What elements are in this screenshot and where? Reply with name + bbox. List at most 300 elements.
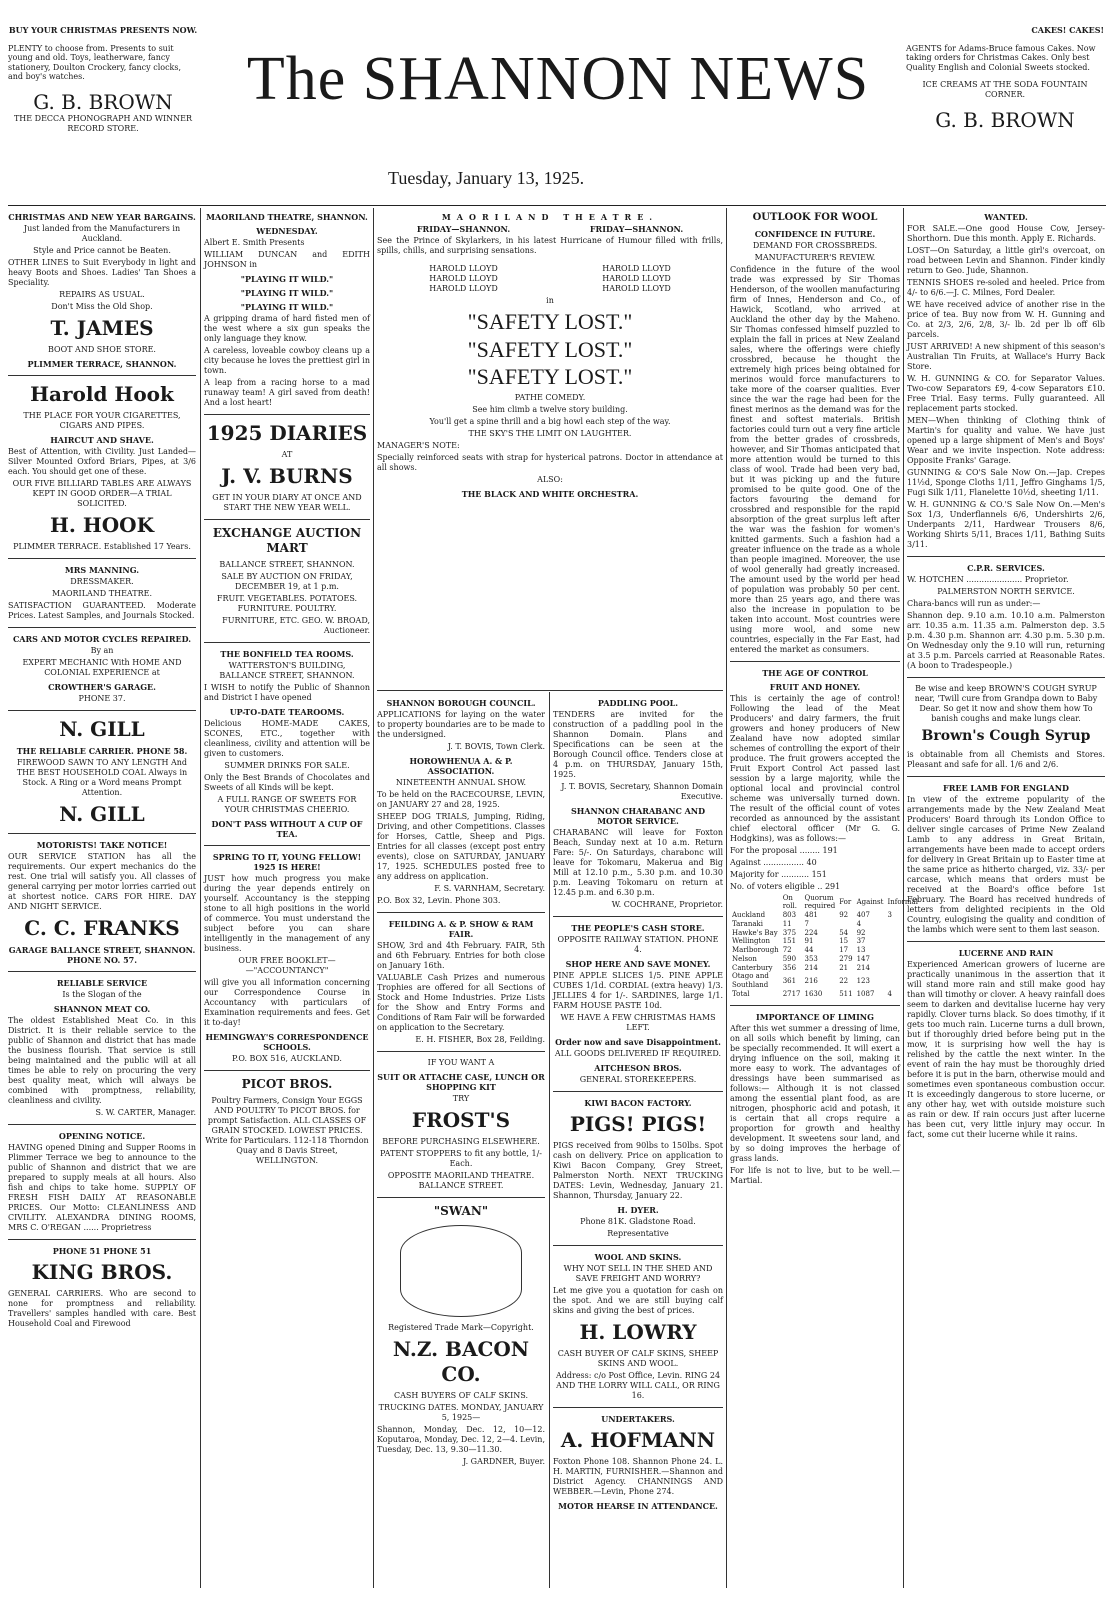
ad-text: J. GARDNER, Buyer.	[463, 1457, 545, 1466]
ad-text: F. S. VARNHAM, Secretary.	[434, 884, 545, 893]
ad-heading: MAORILAND THEATRE, SHANNON.	[206, 212, 368, 222]
ad-text: OPPOSITE RAILWAY STATION. PHONE 4.	[557, 935, 719, 954]
table-cell: Hawke's Bay	[732, 928, 778, 937]
ad-heading: THE BLACK AND WHITE ORCHESTRA.	[461, 488, 639, 499]
ad-heading: WEDNESDAY.	[256, 226, 318, 236]
ear-left-name: G. B. BROWN	[33, 89, 173, 114]
ad-text: TRUCKING DATES. MONDAY, JANUARY 5, 1925—	[378, 1403, 544, 1422]
divider	[907, 556, 1105, 557]
divider	[204, 519, 370, 520]
ad-text: BOOT AND SHOE STORE.	[48, 345, 156, 354]
divider	[204, 1070, 370, 1071]
ear-right-text: AGENTS for Adams-Bruce famous Cakes. Now taking orders for Christmas Cakes. Only best Quality English and Colonial Sweets stocked.	[906, 43, 1096, 72]
article-headline: OUTLOOK FOR WOOL	[752, 212, 878, 223]
ad-heading: SUIT OR ATTACHE CASE, LUNCH OR SHOPPING KIT	[377, 1072, 545, 1092]
table-row	[730, 929, 920, 938]
ad-text: is obtainable from all Chemists and Stores. Pleasant and safe for all. 1/6 and 2/6.	[907, 749, 1105, 769]
ad-name: C. C. FRANKS	[24, 916, 180, 940]
ad-text: WATTERSTON'S BUILDING, BALLANCE STREET, SHANNON.	[219, 661, 355, 680]
ad-text: HAVING opened Dining and Supper Rooms in Plimmer Terrace we beg to announce to the public of Shannon and district that we are prepared to supply meals at all hours. Also fish and chips to take home. SUPPLY OF FRESH FISH DAILY AT REASONABLE PRICES. Our Motto: CLEANLINESS AND CIVILITY. ALEXANDRA DINING ROOMS, MRS C. O'REGAN ...... Proprietress	[8, 1143, 196, 1232]
column-4	[730, 208, 918, 1586]
table-cell: 21	[839, 963, 849, 972]
ad-text: Shannon dep. 9.10 a.m. 10.10 a.m. Palmerston arr. 10.35 a.m. 11.35 a.m. Palmerston dep. 3.5 p.m. 4.30 p.m. Shannon arr. 4.30 p.m. 5.30 p.m. On Wednesday only the 9.10 will run, returning at 3.5 p.m. Parcels carried at Reasonable Rates. (A boon to Tradespeople.)	[907, 611, 1105, 670]
table-cell: 92	[856, 928, 866, 937]
ad-text: WE HAVE A FEW CHRISTMAS HAMS LEFT.	[560, 1013, 716, 1032]
article-subhead: DEMAND FOR CROSSBREDS.	[752, 240, 878, 250]
ad-text: PIGS received from 90lbs to 150lbs. Spot cash on delivery. Price on application to Kiwi Bacon Company, Grey Street, Palmerston North. NEXT TRUCKING DATES: Levin, Wednesday, January 21. Shannon, Thursday, January 22.	[553, 1141, 723, 1200]
ad-text: Foxton Phone 108. Shannon Phone 24. L. H. MARTIN, FURNISHER.—Shannon and District Agency. CHANNINGS AND WEBBER.—Levin, Phone 274.	[553, 1457, 723, 1496]
ad-heading: H. DYER.	[617, 1205, 659, 1215]
ad-text: The oldest Established Meat Co. in this District. It is their reliable service to the public of Shannon and district that has made the business flourish. That service is still being maintained and the public will at all times be able to rely on procuring the very best quality meat, which will always be combined with promptness, reliability, cleanliness and civility.	[8, 1016, 196, 1105]
ad-text: See him climb a twelve story building.	[472, 404, 628, 414]
table-row	[730, 972, 920, 990]
ad-text: NINETEENTH ANNUAL SHOW.	[395, 778, 527, 787]
table-row	[730, 911, 920, 920]
divider	[377, 912, 545, 913]
ear-right-heading: CAKES! CAKES!	[1031, 25, 1104, 35]
table-cell: 1087	[856, 989, 875, 998]
ad-heading: UNDERTAKERS.	[601, 1414, 675, 1424]
divider	[553, 916, 723, 917]
ad-text: FRUIT. VEGETABLES. POTATOES. FURNITURE. POULTRY.	[216, 594, 358, 613]
ad-heading: HAIRCUT AND SHAVE.	[50, 435, 154, 445]
ad-text: MANAGER'S NOTE:	[377, 440, 460, 450]
ad-heading: CROWTHER'S GARAGE.	[48, 682, 156, 692]
ear-right-name: G. B. BROWN	[935, 107, 1075, 132]
ear-left-sub: THE DECCA PHONOGRAPH AND WINNER RECORD STORE.	[13, 113, 193, 133]
article-headline: FREE LAMB FOR ENGLAND	[943, 782, 1069, 793]
article-body: For the proposal ........ 191	[730, 845, 838, 855]
ad-heading: OPENING NOTICE.	[58, 1131, 146, 1141]
ad-text: A careless, loveable cowboy cleans up a city because he loves the prettiest girl in town.	[204, 346, 370, 375]
ad-heading: FRIDAY—SHANNON.	[416, 224, 511, 234]
ad-name: N.Z. BACON CO.	[392, 1337, 530, 1386]
table-row	[730, 937, 920, 946]
ad-text: P.O. Box 32, Levin. Phone 303.	[377, 896, 501, 905]
ad-text: Albert E. Smith Presents	[204, 238, 305, 247]
ad-text: OUR FREE BOOKLET— —"ACCOUNTANCY"	[238, 956, 336, 975]
divider	[730, 661, 900, 662]
ad-text: Address: c/o Post Office, Levin. RING 24 AND THE LORRY WILL CALL, OR RING 16.	[555, 1371, 721, 1400]
article-body: Confidence in the future of the wool trade was expressed by Sir Thomas Henderson, of the woollen manufacturing firm of Innes, Henderson and Co., of Hawick, Scotland, who arrived at Auckland the other day by the Maheno. Sir Thomas confessed himself puzzled to explain the fall in prices at New Zealand sales, where the offerings were chiefly crossbred, because he thought the extremely high prices being obtained for merinos would force manufacturers to take more of the coarser qualities. Ever since the war the rage had been for the finest merinos as the demand was for the finest and softest materials. British factories could turn out a very fine article from the better grades of crossbreds, however, and Sir Thomas anticipated that more attention would be turned to this class of wool. Trade had been very bad, but it was picking up and the future promised to be quite good. One of the factors favouring the demand for crossbred and responsible for the rapid absorption of the great surplus left after the war was the fashion for women's knitted garments. Such a fashion had a greater influence on the trade as a whole than people imagined. Moreover, the use of wool generally had greatly increased. The amount used by the world per head of population was probably 50 per cent. more than 25 years ago, and there was also the increase in population to be taken into account. Most countries were using more wool, and some new countries, especially in the Far East, had entered the market as consumers.	[730, 264, 900, 654]
ad-text: Poultry Farmers, Consign Your EGGS AND POULTRY To PICOT BROS. for prompt Satisfaction. ALL CLASSES OF GRAIN STOCKED. LOWEST PRICES. Write for Particulars. 112-118 Thorndon Quay and 8 Davis Street, WELLINGTON.	[205, 1096, 369, 1165]
table-cell: 356	[782, 963, 797, 972]
divider	[8, 558, 196, 559]
classified-ad: GUNNING & CO'S Sale Now On.—Jap. Crepes 11½d, Sponge Cloths 1/11, Jeffro Ginghams 1/5, Fugi Silk 1/11, Flanelette 10½d, sheeting 1/11.	[907, 468, 1105, 497]
column-2	[204, 208, 370, 1586]
divider	[8, 375, 196, 376]
ad-name: EXCHANGE AUCTION MART	[212, 526, 362, 555]
ad-text: TRY	[452, 1094, 470, 1103]
ad-text: Delicious HOME-MADE CAKES, SCONES, ETC., together with cleanliness, civility and attention will be given to customers.	[204, 719, 370, 758]
table-cell: 2717	[782, 989, 801, 998]
ad-text: By an	[90, 646, 114, 655]
divider	[8, 971, 196, 972]
ad-heading: MAORILAND THEATRE.	[441, 212, 659, 222]
article-body: Experienced American growers of lucerne are practically unanimous in the assertion that it will stand more rain and still make good hay than will timothy or clover. A heavy rainfall does seem to darken and devitalise lucerne hay very rapidly. Clover turns black. So does timothy, if it gets too much rain. Lucerne turns a dull brown, but if thoroughly dried before being put in the mow, it is surprising how well the hay is relished by the cattle the next winter. In the event of rain the hay must be thoroughly dried before it is put in the barn, otherwise mould and sometimes even spontaneous combustion occur. It is exceedingly dangerous to store lucerne, or any other hay, wet with outside moisture such as rain or dew. If rain occurs just after lucerne has been cut, very little injury may occur. In fact, some cut their lucerne while it rains.	[907, 959, 1105, 1139]
ad-heading: KIWI BACON FACTORY.	[584, 1098, 692, 1108]
ad-heading: SHANNON MEAT CO.	[53, 1004, 151, 1014]
divider	[204, 414, 370, 415]
ad-text: TENDERS are invited for the construction of a paddling pool in the Shannon Domain. Plans and Specifications can be seen at the Borough Council office. Tenders close at 4 p.m. on THURSDAY, January 15th, 1925.	[553, 710, 723, 779]
ad-text: Specially reinforced seats with strap for hysterical patrons. Doctor in attendance at all shows.	[377, 452, 723, 472]
ad-text: GENERAL CARRIERS. Who are second to none for promptness and reliability. Travellers' samples handled with care. Best Household Coal and Firewood	[8, 1289, 196, 1328]
article-headline: IMPORTANCE OF LIMING	[756, 1011, 874, 1022]
table-cell: 407	[856, 911, 870, 919]
table-header-cell: Against	[856, 897, 884, 906]
ad-text: SUMMER DRINKS FOR SALE.	[224, 761, 350, 770]
ad-name: T. JAMES	[50, 316, 154, 340]
ad-text: A gripping drama of hard fisted men of the west where a six gun speaks the only language they know.	[204, 314, 370, 343]
ad-heading: THE BONFIELD TEA ROOMS.	[220, 649, 354, 659]
table-cell	[837, 920, 854, 929]
ad-text: To be held on the RACECOURSE, LEVIN, on JANUARY 27 and 28, 1925.	[377, 790, 545, 809]
column-3b	[553, 694, 723, 1586]
ad-heading: HEMINGWAY'S CORRESPONDENCE SCHOOLS.	[205, 1032, 369, 1052]
table-header-cell: Quorum required	[804, 893, 836, 911]
ad-name: "SAFETY LOST."	[467, 364, 633, 389]
ad-text: Shannon, Monday, Dec. 12, 10—12. Koputaroa, Monday, Dec. 12, 2—4. Levin, Tuesday, Dec. 13, 9.30—11.30.	[377, 1425, 545, 1454]
ad-text: W. COCHRANE, Proprietor.	[611, 900, 723, 909]
table-cell: 151	[782, 937, 797, 946]
table-cell: 279	[839, 954, 853, 963]
ad-heading: MOTOR HEARSE IN ATTENDANCE.	[558, 1501, 718, 1511]
ad-text: E. H. FISHER, Box 28, Feilding.	[415, 1035, 545, 1044]
ad-heading: FEILDING A. & P. SHOW & RAM FAIR.	[388, 919, 534, 939]
ad-heading: Order now and save Disappointment.	[555, 1037, 721, 1047]
ad-name: "SAFETY LOST."	[467, 309, 633, 334]
ad-text: W. HOTCHEN ...................... Proprietor.	[907, 575, 1069, 584]
divider	[204, 845, 370, 846]
classified-ad: MEN—When thinking of Clothing think of Martin's for quality and value. We have just opened up a large shipment of Men's and Boys' Wear and we invite inspection. Note address: Opposite Franks' Garage.	[907, 416, 1105, 465]
table-cell: 54	[839, 928, 849, 937]
divider	[8, 627, 196, 628]
ad-heading: MOTORISTS! TAKE NOTICE!	[36, 840, 168, 850]
column-3-theatre	[377, 208, 723, 688]
table-cell: 37	[856, 937, 866, 946]
table-header-cell: Informal	[887, 897, 918, 906]
table-cell: Wellington	[732, 937, 771, 946]
ad-name: Brown's Cough Syrup	[921, 728, 1091, 744]
table-cell: Canterbury	[732, 963, 773, 972]
ad-name: N. GILL	[59, 802, 145, 826]
divider	[553, 1091, 723, 1092]
ad-text: HAROLD LLOYD	[429, 264, 498, 273]
ad-text: Registered Trade Mark—Copyright.	[388, 1323, 534, 1332]
ad-text: P.O. BOX 516, AUCKLAND.	[232, 1054, 342, 1063]
table-header-cell	[730, 894, 781, 912]
ad-text: PATENT STOPPERS to fit any bottle, 1/- Each.	[380, 1149, 542, 1168]
ear-left-text: PLENTY to choose from. Presents to suit young and old. Toys, leatherware, fancy stationery, Doulton Crockery, fancy clocks, and boy's watches.	[8, 43, 182, 82]
ad-text: GENERAL STOREKEEPERS.	[579, 1075, 697, 1084]
article-body: Majority for ........... 151	[730, 869, 827, 879]
ad-text: BALLANCE STREET, SHANNON.	[219, 560, 355, 569]
table-cell: 375	[782, 928, 797, 937]
ad-text: ALL GOODS DELIVERED IF REQUIRED.	[554, 1049, 722, 1058]
table-cell: Total	[732, 989, 750, 998]
ad-text: HAROLD LLOYD	[602, 264, 671, 273]
ad-text: SALE BY AUCTION ON FRIDAY, DECEMBER 19, at 1 p.m.	[221, 572, 353, 591]
ad-text: GET IN YOUR DIARY AT ONCE AND START THE NEW YEAR WELL.	[212, 493, 362, 512]
ad-text: CHARABANC will leave for Foxton Beach, Sunday next at 10 a.m. Return Fare: 5/-. On Saturdays, charabonc will leave for Tokomaru, Makerua and Big Mill at 12.10 p.m., 5.30 p.m. and 10.30 p.m. Leaving Tokomaru on return at 12.45 p.m. and 6.30 p.m.	[553, 828, 723, 897]
ad-heading: UP-TO-DATE TEAROOMS.	[229, 707, 345, 717]
table-cell: 22	[839, 976, 849, 985]
ad-text: CASH BUYER OF CALF SKINS, SHEEP SKINS AND WOOL.	[557, 1349, 719, 1368]
ad-text: VALUABLE Cash Prizes and numerous Trophies are offered for all Sections of Stock and Home Industries. Prize Lists for the Show and Entry Forms and Conditions of Ram Fair will be forwarded on application to the Secretary.	[377, 973, 545, 1032]
ad-heading: CARS AND MOTOR CYCLES REPAIRED.	[12, 634, 192, 644]
ad-text: REPAIRS AS USUAL.	[59, 290, 145, 299]
ad-heading: SPRING TO IT, YOUNG FELLOW! 1925 IS HERE!	[212, 852, 362, 872]
ad-name: J. V. BURNS	[221, 464, 353, 488]
table-cell: 13	[856, 946, 866, 954]
table-cell: 353	[804, 954, 818, 963]
classified-ad: JUST ARRIVED! A new shipment of this season's Australian Tin Fruits, at Wallace's Hurry Back Store.	[907, 342, 1105, 371]
ad-text: PINE APPLE SLICES 1/5. PINE APPLE CUBES 1/1d. CORDIAL (extra heavy) 1/3. JELLIES 4 for 1/-. SARDINES, large 1/1. FARM HOUSE PASTE 10d.	[553, 971, 723, 1010]
ad-heading: PLIMMER TERRACE, SHANNON.	[27, 359, 177, 369]
column-rule	[549, 692, 550, 1588]
ad-name: FROST'S	[411, 1108, 511, 1132]
ad-text: WHY NOT SELL IN THE SHED AND SAVE FREIGHT AND WORRY?	[563, 1264, 713, 1283]
ad-name: Harold Hook	[30, 382, 174, 406]
table-cell: 11	[782, 919, 792, 928]
ad-text: APPLICATIONS for laying on the water to property boundaries are to be made to the undersigned.	[377, 710, 545, 739]
table-header-cell: For	[839, 897, 852, 906]
ad-text: ALSO:	[537, 474, 563, 484]
article-body: For life is not to live, but to be well.—Martial.	[730, 1165, 900, 1185]
table-cell: 147	[856, 954, 870, 963]
table-row	[730, 946, 920, 955]
ad-heading: RELIABLE SERVICE	[56, 978, 148, 988]
ad-text: Chara-bancs will run as under:—	[907, 599, 1041, 608]
ad-text: Representative	[607, 1229, 669, 1238]
ad-text: OUR SERVICE STATION has all the requirements. Our expert mechanics do the rest. One trial will satisfy you. All classes of general carrying per motor lorries carried out at shortest notice. CARS FOR HIRE. DAY AND NIGHT SERVICE.	[8, 852, 196, 911]
article-headline: THE AGE OF CONTROL	[762, 667, 868, 678]
table-cell: 590	[782, 954, 797, 963]
divider	[730, 1005, 900, 1006]
ad-text: S. W. CARTER, Manager.	[95, 1108, 196, 1117]
article-body: After this wet summer a dressing of lime, on all soils which benefit by liming, can be specially recommended. It will exert a drying influence on the soil, making it more easy to work. The advantages of dressings have been summarised as follows:— Although it is not classed among the essential plant food, as are nitrogen, phosphoric acid and potash, it is certain that all crops require a proportion for growth and healthy development. It sweetens sour land, and by so doing improves the herbage of grass lands.	[730, 1023, 900, 1163]
ad-heading: HOROWHENUA A. & P. ASSOCIATION.	[409, 756, 513, 776]
ad-text: IF YOU WANT A	[427, 1058, 495, 1067]
table-cell: Otago and Southland	[732, 972, 769, 989]
article-body: No. of voters eligible .. 291	[730, 881, 841, 891]
ear-left-heading: BUY YOUR CHRISTMAS PRESENTS NOW.	[8, 25, 198, 35]
table-row	[730, 920, 920, 929]
table-cell: 4	[887, 989, 892, 998]
ad-text: FURNITURE, ETC. GEO. W. BROAD, Auctioneer.	[222, 616, 370, 635]
ad-heading: THE PEOPLE'S CASH STORE.	[571, 923, 705, 933]
article-headline: LUCERNE AND RAIN	[958, 947, 1054, 958]
table-cell: 44	[804, 946, 814, 954]
table-cell: 91	[804, 937, 814, 946]
divider	[553, 1245, 723, 1246]
ad-text: You'll get a spine thrill and a big howl each step of the way.	[429, 416, 671, 426]
ad-text: HAROLD LLOYD	[429, 274, 498, 283]
ad-heading: "PLAYING IT WILD."	[240, 302, 334, 312]
ad-text: SHOW, 3rd and 4th February. FAIR, 5th and 6th February. Entries for both close on January 16th.	[377, 941, 545, 970]
ad-heading: "PLAYING IT WILD."	[240, 274, 334, 284]
ad-name: A. HOFMANN	[560, 1428, 716, 1452]
ad-text: PATHE COMEDY.	[514, 392, 586, 402]
classified-ad: WE have received advice of another rise in the price of tea. Buy now from W. H. Gunning and Co. at 2/3, 2/6, 2/8, 3/- lb. 2d per lb off 6lb parcels.	[907, 300, 1105, 339]
table-header-cell: On roll.	[782, 893, 797, 911]
ad-text: will give you all information concerning our Correspondence Course in Accountancy with particulars of Examination requirements and fees. Get it to-day!	[204, 978, 370, 1027]
ad-text: MAORILAND THEATRE.	[52, 589, 152, 598]
ad-text: Don't Miss the Old Shop.	[51, 302, 153, 311]
ad-text: SATISFACTION GUARANTEED. Moderate Prices. Latest Samples, and Journals Stocked.	[8, 601, 196, 620]
newspaper-page	[8, 8, 1106, 1588]
ad-heading: PHONE 51 PHONE 51	[52, 1246, 152, 1256]
vote-table	[730, 894, 920, 999]
ad-text: OTHER LINES to Suit Everybody in light and heavy Boots and Shoes. Ladies' Tan Shoes a Speciality.	[8, 258, 196, 287]
ad-text: EXPERT MECHANIC With HOME AND COLONIAL EXPERIENCE at	[22, 658, 182, 677]
masthead-rule	[8, 205, 1106, 206]
article-body: In view of the extreme popularity of the arrangements made by the New Zealand Meat Producers' Board through its London Office to deliver single carcases of Prime New Zealand Lamb to any address in Great Britain, arrangements have been made to accept orders for delivery in Great Britain up to Easter time at the same price as hitherto charged, viz. 33/- per carcase, which means that orders must be received at the Board's office before 1st February. The Board has received hundreds of letters from delighted recipients in the Old Country, eulogising the quality and condition of the lambs which were sent to them last season.	[907, 794, 1105, 934]
ad-text: DRESSMAKER.	[70, 577, 134, 586]
masthead-date: Tuesday, January 13, 1925.	[388, 168, 585, 188]
divider	[907, 941, 1105, 942]
table-cell: 15	[839, 937, 849, 946]
ad-heading: SHANNON CHARABANC AND MOTOR SERVICE.	[570, 806, 706, 826]
ad-heading: WOOL AND SKINS.	[594, 1252, 682, 1262]
ad-text: THE SKY'S THE LIMIT ON LAUGHTER.	[468, 428, 632, 438]
masthead-title: The SHANNON NEWS	[246, 45, 870, 113]
table-cell: Taranaki	[732, 919, 763, 928]
classified-ad: W. H. GUNNING & CO.'S Sale Now On.—Men's Sox 1/3, Underflannels 6/6, Undershirts 2/6, Underpants 2/11, Hardwear Trousers 8/6, Working Shirts 5/11, Braces 1/11, Bathing Suits 3/11.	[907, 500, 1105, 549]
ad-heading: C.P.R. SERVICES.	[967, 563, 1045, 573]
ad-name: "SAFETY LOST."	[467, 336, 633, 362]
column-rule	[373, 208, 374, 1588]
ad-text: OUR FIVE BILLIARD TABLES ARE ALWAYS KEPT IN GOOD ORDER—A TRIAL SOLICITED.	[12, 479, 192, 508]
table-cell: 481	[804, 911, 818, 919]
divider	[553, 1407, 723, 1408]
ad-text: A leap from a racing horse to a mad runaway team! A girl saved from death! And a lost heart!	[204, 378, 370, 407]
ad-name: "SWAN"	[433, 1204, 489, 1218]
ad-name: H. LOWRY	[579, 1320, 697, 1344]
table-cell: 1630	[804, 989, 823, 998]
ad-text: I WISH to notify the Public of Shannon and District I have opened	[204, 683, 370, 702]
ad-text: BEFORE PURCHASING ELSEWHERE.	[382, 1137, 540, 1146]
table-cell: 361	[782, 976, 797, 985]
table-cell: 214	[856, 963, 870, 972]
ad-heading: THE RELIABLE CARRIER. PHONE 58.	[16, 746, 188, 756]
table-row	[730, 955, 920, 964]
ear-left	[8, 26, 198, 133]
ear-right	[906, 26, 1104, 132]
article-subhead: FRUIT AND HONEY.	[769, 681, 861, 692]
ad-text: THE PLACE FOR YOUR CIGARETTES, CIGARS AND PIPES.	[23, 411, 181, 430]
table-cell: Marlborough	[732, 946, 779, 954]
classified-ad: W. H. GUNNING & CO. for Separator Values. Two-cow Separators £9, 4-cow Separators £10. Free Trial. Easy terms. Fully guaranteed. All replacement parts stocked.	[907, 374, 1105, 413]
column-rule	[200, 208, 201, 1588]
ad-heading: SHOP HERE AND SAVE MONEY.	[565, 959, 711, 969]
article-subhead: CONFIDENCE IN FUTURE.	[754, 228, 876, 239]
ad-heading: CHRISTMAS AND NEW YEAR BARGAINS.	[8, 212, 196, 222]
table-cell: 92	[839, 911, 849, 919]
ad-heading: MRS MANNING.	[64, 565, 140, 575]
table-cell: 511	[839, 989, 853, 998]
table-cell: 214	[804, 963, 818, 972]
ad-heading: PADDLING POOL.	[597, 698, 679, 708]
table-cell: 216	[804, 976, 818, 985]
ad-text: PLIMMER TERRACE. Established 17 Years.	[13, 542, 191, 551]
ad-text: Let me give you a quotation for cash on the spot. And we are still buying calf skins and giving the best of prices.	[553, 1286, 723, 1315]
divider	[377, 690, 723, 691]
ad-text: J. T. BOVIS, Town Clerk.	[447, 742, 545, 751]
ad-text: Be wise and keep BROWN'S COUGH SYRUP near, 'Twill cure from Grandpa down to Baby Dear. So get it now and show them how To banish coughs and make lungs clear.	[914, 684, 1098, 723]
article-subhead: MANUFACTURER'S REVIEW.	[754, 252, 876, 262]
ad-heading: GARAGE BALLANCE STREET, SHANNON. PHONE NO. 57.	[8, 945, 196, 965]
article-body: Against ................ 40	[730, 857, 817, 867]
table-cell: 123	[856, 976, 870, 985]
ad-name: KING BROS.	[31, 1260, 173, 1284]
ad-text: Just landed from the Manufacturers in Auckland.	[23, 224, 181, 243]
divider	[907, 677, 1105, 678]
ad-text: Best of Attention, with Civility. Just Landed—Silver Mounted Oxford Briars, Pipes, at 3/6 each. You should get one of these.	[8, 447, 196, 476]
ad-text: A FULL RANGE OF SWEETS FOR YOUR CHRISTMAS CHEERIO.	[217, 795, 357, 814]
article-body: This is certainly the age of control! Following the lead of the Meat Producers' and dairy farmers, the fruit growers and honey producers of New Zealand have now adopted similar schemes of controlling the export of their produce. The fruit growers accepted the Fruit Export Control Act passed last session by a large majority, while the optional local and provincial control scheme was universally turned down. The result of the official count of votes recorded as announced by the assistant chief electoral officer (Mr G. G. Hodgkins), was as follows:—	[730, 693, 900, 843]
ad-heading: FRIDAY—SHANNON.	[589, 224, 684, 234]
ad-text: Only the Best Brands of Chocolates and Sweets of all Kinds will be kept.	[204, 773, 370, 792]
ad-heading: "PLAYING IT WILD."	[240, 288, 334, 298]
classified-ad: TENNIS SHOES re-soled and heeled. Price from 4/- to 6/6.—J. C. Milnes, Ford Dealer.	[907, 278, 1105, 297]
ad-text: OPPOSITE MAORILAND THEATRE. BALLANCE STREET.	[387, 1171, 535, 1190]
ad-text: in	[546, 296, 554, 305]
ad-text: HAROLD LLOYD	[602, 274, 671, 283]
ad-name: N. GILL	[59, 717, 145, 741]
classified-ad: LOST—On Saturday, a little girl's overcoat, on road between Levin and Shannon. Finder kindly return to Geo. Jude, Shannon.	[907, 246, 1105, 275]
table-cell: 7	[804, 919, 809, 928]
column-1	[8, 208, 196, 1586]
ad-text: WILLIAM DUNCAN and EDITH JOHNSON in	[204, 250, 370, 269]
table-cell: 224	[804, 928, 818, 937]
ad-text: PHONE 37.	[78, 694, 126, 703]
ad-text: Is the Slogan of the	[62, 990, 142, 999]
table-cell: Auckland	[732, 911, 766, 919]
ad-heading: WANTED.	[984, 212, 1028, 222]
table-cell: 803	[782, 911, 797, 919]
ad-heading: AITCHESON BROS.	[594, 1063, 682, 1073]
ad-text: See the Prince of Skylarkers, in his latest Hurricane of Humour filled with frills, spills, chills, and surprising sensations.	[377, 236, 723, 255]
divider	[377, 1197, 545, 1198]
ad-heading: DON'T PASS WITHOUT A CUP OF TEA.	[211, 819, 363, 839]
ad-text: PALMERSTON NORTH SERVICE.	[937, 587, 1075, 596]
ad-text: AT	[281, 450, 293, 459]
table-row	[730, 990, 920, 999]
pig-logo-icon	[400, 1225, 522, 1317]
divider	[204, 642, 370, 643]
ad-text: HAROLD LLOYD	[429, 284, 498, 293]
ad-text: Phone 81K. Gladstone Road.	[580, 1217, 696, 1226]
ad-text: FIREWOOD SAWN TO ANY LENGTH And THE BEST HOUSEHOLD COAL Always in Stock. A Ring or a Word means Prompt Attention.	[16, 758, 188, 797]
ad-name: H. HOOK	[50, 513, 154, 537]
divider	[8, 833, 196, 834]
ear-right-sub: ICE CREAMS AT THE SODA FOUNTAIN CORNER.	[922, 80, 1088, 99]
ad-text: J. T. BOVIS, Secretary, Shannon Domain Executive.	[561, 782, 723, 801]
divider	[8, 1239, 196, 1240]
ad-text: CASH BUYERS OF CALF SKINS.	[394, 1391, 528, 1400]
ad-text: SHEEP DOG TRIALS, Jumping, Riding, Driving, and other Competitions. Classes for Horses, Cattle, Sheep and Pigs. Entries for all classes (except post entry events), close on SATURDAY, JANUARY 17, 1925. SCHEDULES posted free to any address on application.	[377, 812, 545, 881]
classified-ad: FOR SALE.—One good House Cow, Jersey-Shorthorn. Due this month. Apply E. Richards.	[907, 224, 1105, 243]
table-cell: 3	[887, 911, 892, 919]
ad-text: Style and Price cannot be Beaten.	[33, 246, 171, 255]
column-3a	[377, 694, 545, 1586]
divider	[377, 1051, 545, 1052]
divider	[8, 1124, 196, 1125]
table-cell: 17	[839, 946, 849, 954]
ad-name: PICOT BROS.	[241, 1077, 333, 1091]
ad-name: 1925 DIARIES	[206, 421, 368, 445]
